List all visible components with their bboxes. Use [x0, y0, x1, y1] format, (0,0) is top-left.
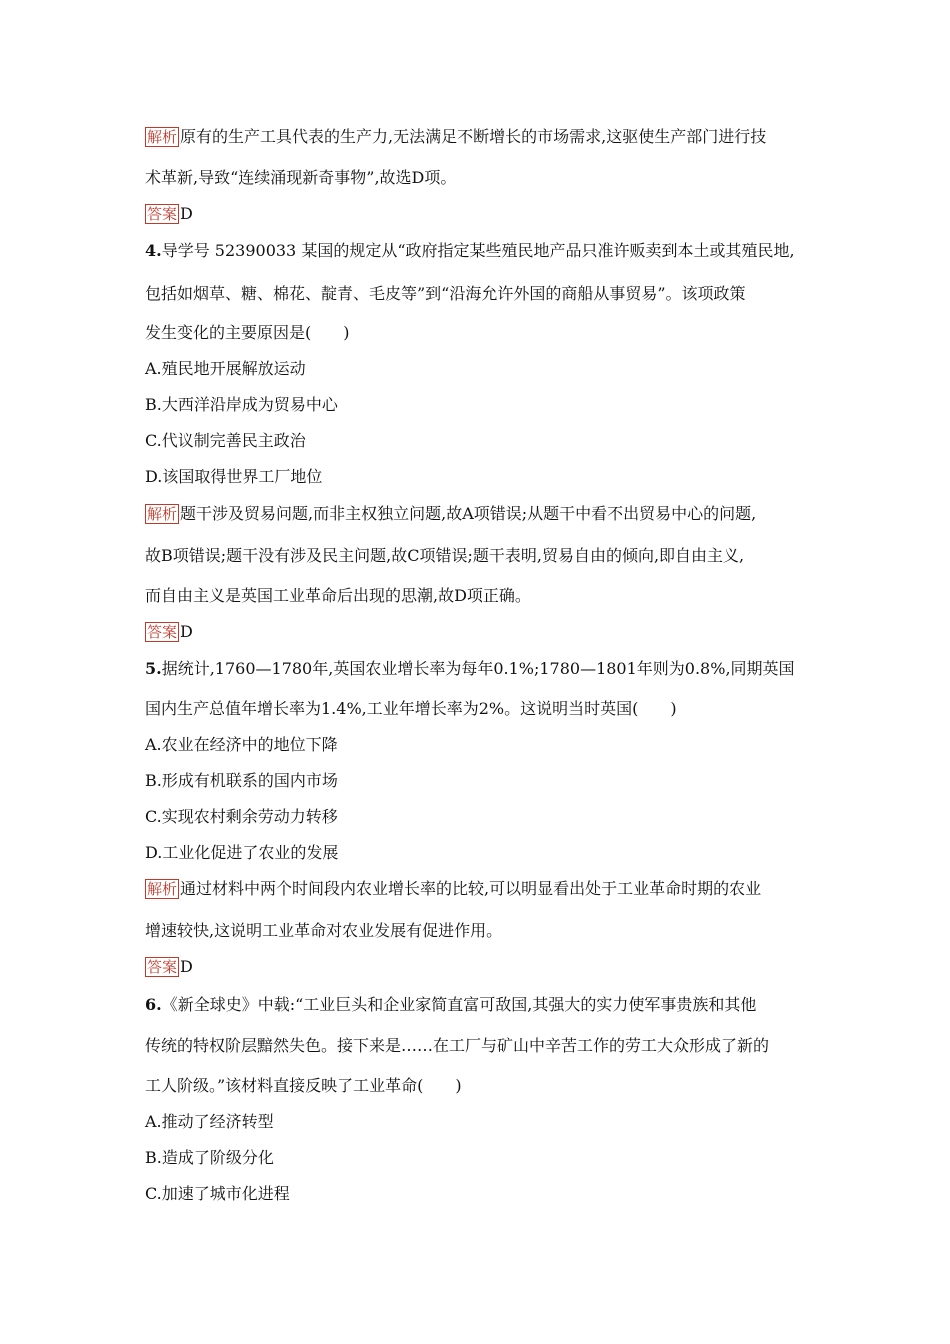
q4-option-c: C.代议制完善民主政治 [145, 431, 306, 450]
q5-analysis-line-1: 解析 通过材料中两个时间段内农业增长率的比较,可以明显看出处于工业革命时期的农业 [147, 879, 762, 898]
q3-analysis-line-2: 术革新,导致“连续涌现新奇事物”,故选D项。 [145, 168, 457, 187]
q4-option-b: B.大西洋沿岸成为贸易中心 [145, 395, 338, 414]
answer-tag: 答案 [147, 205, 178, 223]
q4-stem-line-1: 4.导学号 52390033 某国的规定从“政府指定某些殖民地产品只准许贩卖到本土或其殖民地, [145, 241, 795, 260]
q5-stem-line-2: 国内生产总值年增长率为1.4%,工业年增长率为2%。这说明当时英国( ) [145, 699, 677, 718]
q5-option-a: A.农业在经济中的地位下降 [145, 735, 338, 754]
q6-stem-line-1: 6.《新全球史》中载:“工业巨头和企业家简直富可敌国,其强大的实力使军事贵族和其他 [145, 995, 757, 1014]
q5-answer: 答案 D [147, 957, 193, 976]
answer-tag: 答案 [147, 623, 178, 641]
q5-analysis-line-2: 增速较快,这说明工业革命对农业发展有促进作用。 [145, 921, 503, 940]
answer-tag: 答案 [147, 958, 178, 976]
q6-stem-line-2: 传统的特权阶层黯然失色。接下来是……在工厂与矿山中辛苦工作的劳工大众形成了新的 [145, 1036, 770, 1055]
analysis-tag: 解析 [147, 128, 178, 146]
q3-analysis-line-1: 解析 原有的生产工具代表的生产力,无法满足不断增长的市场需求,这驱使生产部门进行技 [147, 127, 767, 146]
q4-stem-line-2: 包括如烟草、糖、棉花、靛青、毛皮等”到“沿海允许外国的商船从事贸易”。该项政策 [145, 284, 746, 303]
q5-option-c: C.实现农村剩余劳动力转移 [145, 807, 338, 826]
q5-option-d: D.工业化促进了农业的发展 [145, 843, 339, 862]
question-number: 5. [145, 659, 162, 678]
q4-analysis-line-1: 解析 题干涉及贸易问题,而非主权独立问题,故A项错误;从题干中看不出贸易中心的问题, [147, 504, 757, 523]
q4-option-d: D.该国取得世界工厂地位 [145, 467, 323, 486]
q6-option-b: B.造成了阶级分化 [145, 1148, 274, 1167]
question-number: 6. [145, 995, 162, 1014]
q4-stem-line-3: 发生变化的主要原因是( ) [145, 323, 350, 342]
analysis-tag: 解析 [147, 505, 178, 523]
q4-analysis-line-3: 而自由主义是英国工业革命后出现的思潮,故D项正确。 [145, 586, 531, 605]
q4-answer: 答案 D [147, 622, 193, 641]
q5-option-b: B.形成有机联系的国内市场 [145, 771, 338, 790]
analysis-tag: 解析 [147, 880, 178, 898]
q5-stem-line-1: 5.据统计,1760—1780年,英国农业增长率为每年0.1%;1780—1801年则为0.8%,同期英国 [145, 659, 795, 678]
q6-option-a: A.推动了经济转型 [145, 1112, 274, 1131]
q3-answer: 答案 D [147, 204, 193, 223]
question-number: 4. [145, 241, 162, 260]
q4-option-a: A.殖民地开展解放运动 [145, 359, 306, 378]
q4-analysis-line-2: 故B项错误;题干没有涉及民主问题,故C项错误;题干表明,贸易自由的倾向,即自由主义, [145, 546, 745, 565]
q6-stem-line-3: 工人阶级。”该材料直接反映了工业革命( ) [145, 1076, 462, 1095]
q6-option-c: C.加速了城市化进程 [145, 1184, 290, 1203]
